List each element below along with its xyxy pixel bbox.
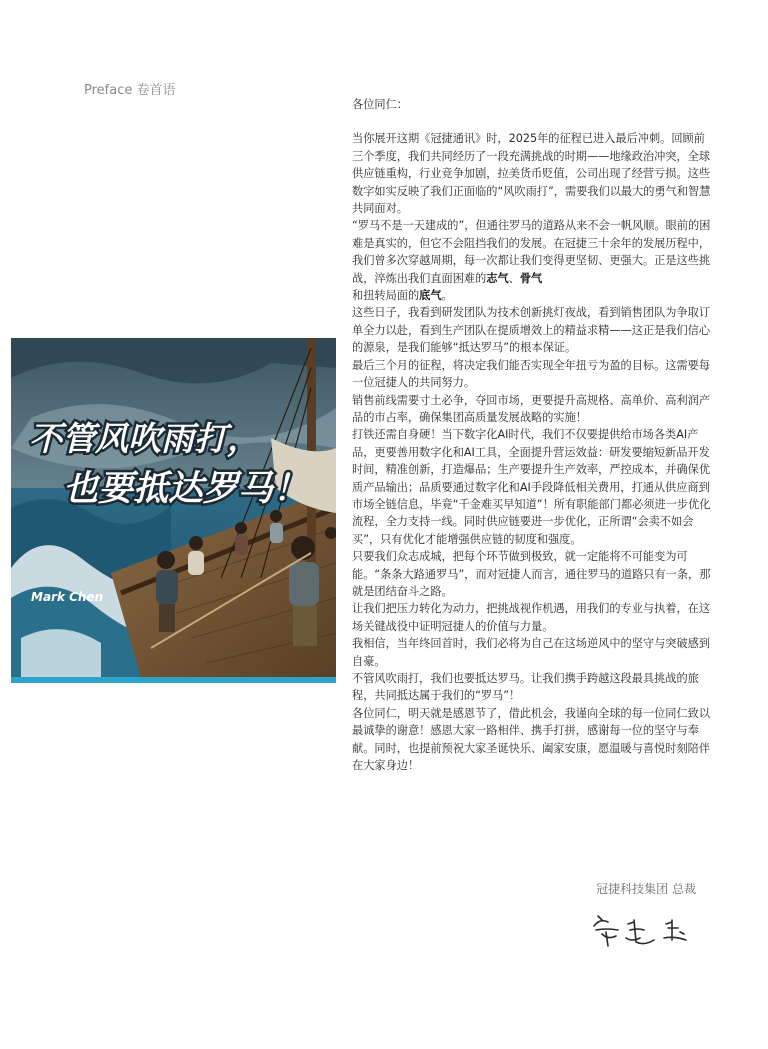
bold-term-backbone: 骨气 <box>519 271 543 285</box>
paragraph-9: 我相信，当年终回首时，我们必将为自己在这场逆风中的坚守与突破感到自豪。 <box>352 637 711 668</box>
paragraph-2-mid: 和扭转局面的 <box>352 289 420 303</box>
section-label: Preface 卷首语 <box>84 83 176 98</box>
letter-body <box>352 96 712 774</box>
paragraph-6: 打铁还需自身硬！当下数字化AI时代，我们不仅要提供给市场各类AI产品，更要善用数字化和AI工具，全面提升营运效益：研发要缩短新品开发时间，精准创新，打造爆品；生产要提升生产效率，严控成本，并确保优质产品输出；品质要通过数字化和AI手段降低相关费用，打通从供应商到市场全链信息，毕竟“千金难买早知道”！所有职能部门都必须进一步优化流程，全力支持一线。同时供应链要进一步优化，正所谓“会卖不如会买”，只有优化才能增强供应链的韧度和强度。 <box>352 428 711 546</box>
separator: 、 <box>508 271 520 285</box>
illustration-accent-bar <box>11 677 336 683</box>
paragraph-5: 销售前线需要寸土必争，夺回市场，更要提升高规格、高单价、高利润产品的市占率，确保集团高质量发展战略的实施！ <box>352 393 711 424</box>
paragraph-2-text: “罗马不是一天建成的”，但通往罗马的道路从来不会一帆风顺。眼前的困难是真实的，但它不会阻挡我们的发展。在冠捷三十余年的发展历程中，我们曾多次穿越周期，每一次都让我们变得更坚韧、更强大。正是这些挑战，淬炼出我们直面困难的 <box>352 219 711 285</box>
paragraph-2 <box>352 217 712 304</box>
salutation: 各位同仁： <box>352 98 408 111</box>
signature-image <box>588 904 698 954</box>
bold-term-ambition: 志气 <box>486 271 509 285</box>
cover-illustration <box>11 338 336 678</box>
paragraph-11: 各位同仁，明天就是感恩节了，借此机会，我谨向全球的每一位同仁致以最诚挚的谢意！感恩大家一路相伴、携手打拼，感谢每一位的坚守与奉献。同时，也提前预祝大家圣诞快乐、阖家安康，愿温暖与喜悦时刻陪伴在大家身边！ <box>352 706 711 773</box>
ship-sea-illustration <box>11 338 336 678</box>
bold-term-confidence: 底气 <box>419 289 442 303</box>
paragraph-10: 不管风吹雨打，我们也要抵达罗马。让我们携手跨越这段最具挑战的旅程，共同抵达属于我们的“罗马”！ <box>352 672 699 703</box>
paragraph-8: 让我们把压力转化为动力，把挑战视作机遇，用我们的专业与执着，在这场关键战役中证明冠捷人的价值与力量。 <box>352 602 711 633</box>
artist-credit: Mark Chen <box>31 590 104 604</box>
handwritten-signature <box>588 904 698 958</box>
slogan-line-2: 也要抵达罗马！ <box>63 469 309 509</box>
paragraph-7: 只要我们众志成城，把每个环节做到极致，就一定能将不可能变为可能。“条条大路通罗马”，而对冠捷人而言，通往罗马的道路只有一条，那就是团结奋斗之路。 <box>352 550 711 598</box>
signature-title: 冠捷科技集团 总裁 <box>596 882 696 896</box>
slogan-line-1: 不管风吹雨打， <box>29 419 260 458</box>
paragraph-4: 最后三个月的征程，将决定我们能否实现全年扭亏为盈的目标。这需要每一位冠捷人的共同努力。 <box>352 358 711 390</box>
paragraph-2-end: 。 <box>441 289 453 303</box>
paragraph-1: 当你展开这期《冠捷通讯》时，2025年的征程已进入最后冲刺。回顾前三个季度，我们共同经历了一段充满挑战的时期——地缘政治冲突，全球供应链重构，行业竞争加剧，拉美货币贬值，公司出现了经营亏损。这些数字如实反映了我们正面临的“风吹雨打”，需要我们以最大的勇气和智慧共同面对。 <box>352 132 711 216</box>
paragraph-3: 这些日子，我看到研发团队为技术创新挑灯夜战，看到销售团队为争取订单全力以赴，看到生产团队在提质增效上的精益求精——这正是我们信心的源泉，是我们能够“抵达罗马”的根本保证。 <box>352 306 711 355</box>
